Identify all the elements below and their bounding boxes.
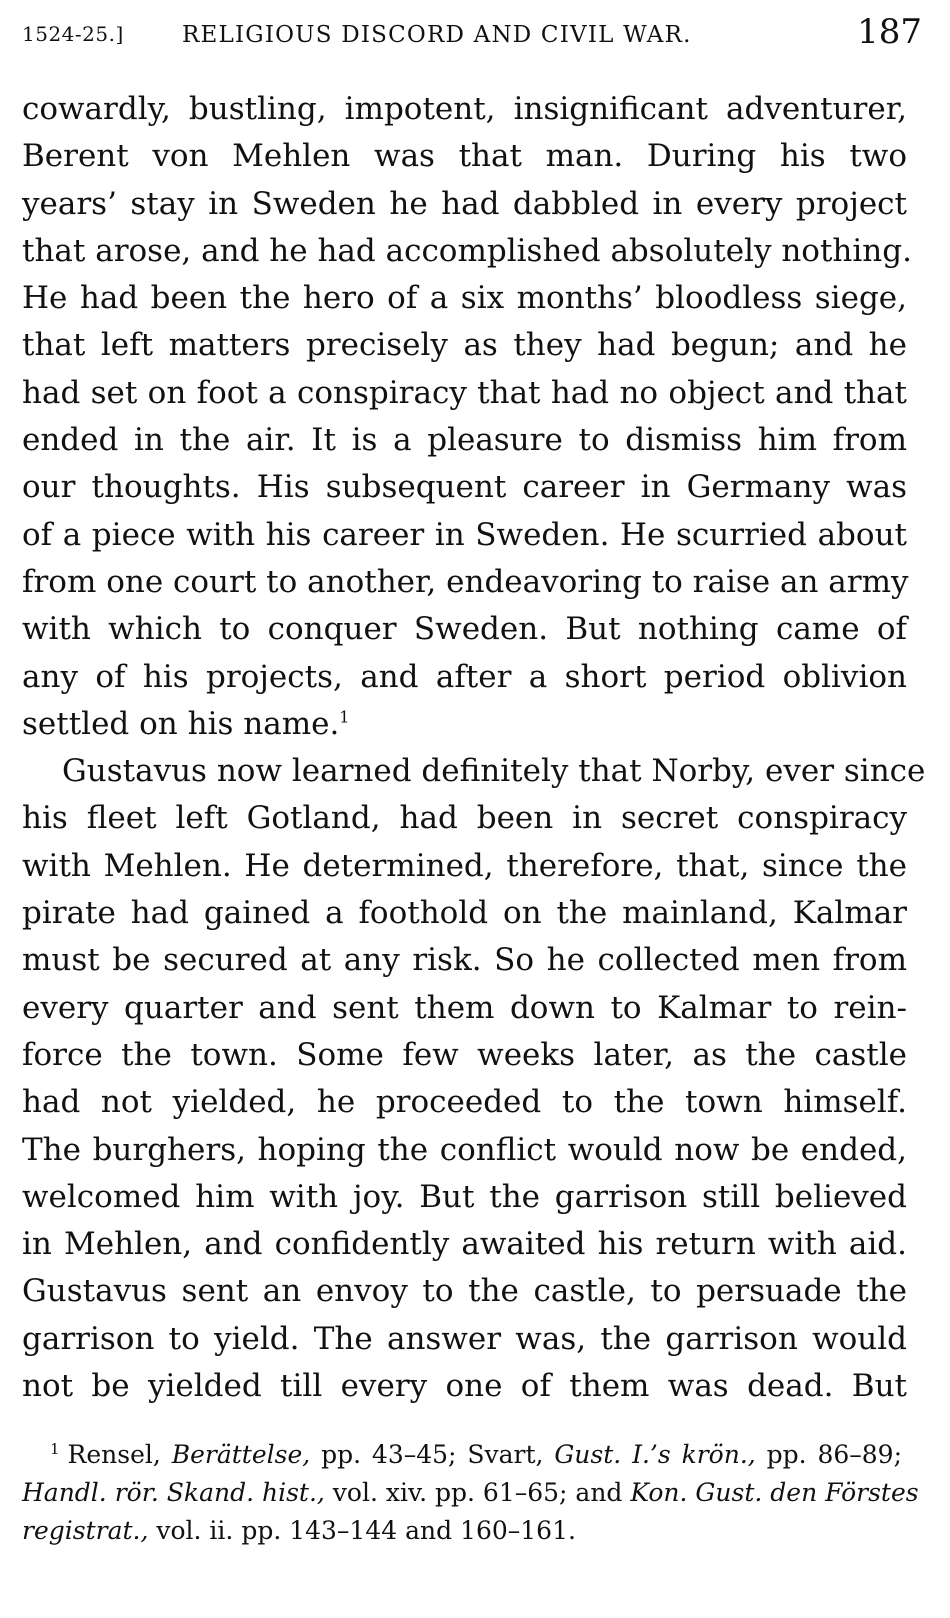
footnote-citation: Handl. rör. Skand. hist., bbox=[22, 1478, 325, 1507]
text-line: The burghers, hoping the conflict would now be ended, bbox=[22, 1131, 907, 1168]
text-line: Gustavus now learned definitely that Norby, ever since bbox=[62, 753, 926, 790]
text-line: in Mehlen, and confidently awaited his return with aid. bbox=[22, 1226, 907, 1263]
text-line: had not yielded, he proceeded to the town himself. bbox=[22, 1084, 907, 1121]
footnote-citation: Kon. Gust. den Förstes bbox=[630, 1478, 919, 1507]
text-line: welcomed him with joy. But the garrison still believed bbox=[22, 1178, 907, 1215]
footnote-line bbox=[22, 1512, 902, 1550]
text-line: ended in the air. It is a pleasure to dismiss him from bbox=[22, 422, 907, 459]
text-line: must be secured at any risk. So he collected men from bbox=[22, 942, 907, 979]
text-line: every quarter and sent them down to Kalmar to rein- bbox=[22, 989, 907, 1026]
footnote-citation: registrat., bbox=[22, 1516, 149, 1545]
text-line: that arose, and he had accomplished absolutely nothing. bbox=[22, 232, 912, 269]
header-dates: 1524-25.] bbox=[22, 22, 124, 46]
footnote-mark: 1 bbox=[50, 1439, 60, 1458]
text-line: had set on foot a conspiracy that had no object and that bbox=[22, 374, 907, 411]
text-line: pirate had gained a foothold on the mainland, Kalmar bbox=[22, 895, 907, 932]
page-number: 187 bbox=[857, 12, 922, 52]
footnote-line bbox=[22, 1474, 919, 1512]
text-line: with Mehlen. He determined, therefore, that, since the bbox=[22, 847, 907, 884]
text-line-content: settled on his name. bbox=[22, 705, 340, 742]
text-line: force the town. Some few weeks later, as the castle bbox=[22, 1036, 907, 1073]
text-line: any of his projects, and after a short period oblivion bbox=[22, 658, 907, 695]
footnote-text: Rensel, bbox=[67, 1440, 172, 1469]
text-line: our thoughts. His subsequent career in Germany was bbox=[22, 469, 907, 506]
footnote-line bbox=[22, 1436, 902, 1474]
footnote-citation: Berättelse, bbox=[171, 1440, 311, 1469]
text-line: of a piece with his career in Sweden. He scurried about bbox=[22, 516, 907, 553]
footnote-citation: Gust. I.’s krön., bbox=[554, 1440, 756, 1469]
footnote-text: vol. xiv. pp. 61–65; and bbox=[324, 1478, 631, 1507]
body-text bbox=[22, 86, 926, 1410]
footnote-text: pp. 86–89; bbox=[755, 1440, 902, 1469]
text-line: his fleet left Gotland, had been in secret conspiracy bbox=[22, 800, 907, 837]
footnote-text: pp. 43–45; Svart, bbox=[310, 1440, 555, 1469]
text-line: years’ stay in Sweden he had dabbled in every project bbox=[22, 185, 907, 222]
footnote bbox=[22, 1436, 919, 1550]
text-line: garrison to yield. The answer was, the garrison would bbox=[22, 1320, 907, 1357]
text-line: with which to conquer Sweden. But nothing came of bbox=[22, 611, 907, 648]
text-line: not be yielded till every one of them was dead. But bbox=[22, 1368, 907, 1405]
text-line: Berent von Mehlen was that man. During his two bbox=[22, 138, 907, 175]
text-line: that left matters precisely as they had begun; and he bbox=[22, 327, 907, 364]
text-line: He had been the hero of a six months’ bloodless siege, bbox=[22, 280, 907, 317]
text-line: from one court to another, endeavoring to raise an army bbox=[22, 563, 909, 600]
text-line: cowardly, bustling, impotent, insignificant adventurer, bbox=[22, 91, 907, 127]
text-line: Gustavus sent an envoy to the castle, to persuade the bbox=[22, 1273, 907, 1310]
running-header bbox=[22, 10, 922, 54]
text-line bbox=[22, 701, 907, 748]
footnote-text: vol. ii. pp. 143–144 and 160–161. bbox=[148, 1516, 576, 1545]
header-title: RELIGIOUS DISCORD AND CIVIL WAR. bbox=[182, 22, 692, 48]
footnote-reference: 1 bbox=[339, 707, 350, 727]
